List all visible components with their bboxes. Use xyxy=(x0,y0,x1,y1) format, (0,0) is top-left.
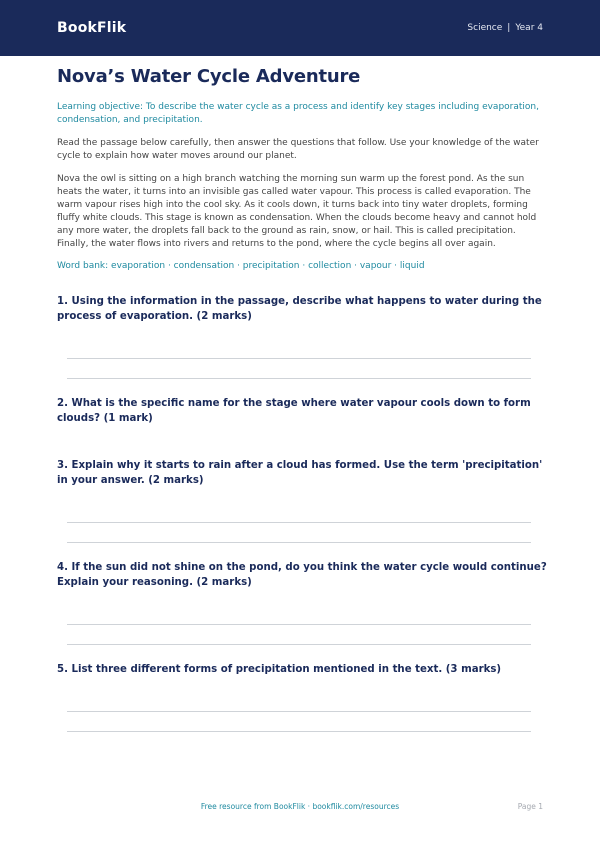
page-header xyxy=(0,0,600,56)
subject-year-label xyxy=(467,23,543,33)
reading-passage: Nova the owl is sitting on a high branch watching the morning sun warm up the forest pond. As the sun heats the water, it turns into an invisible gas called water vapour. This process is called evaporation. The warm vapour rises high into the cool sky. As it cools down, it turns back into tiny water droplets, forming fluffy white clouds. This stage is known as condensation. When the clouds become heavy and cannot hold any more water, the droplets fall back to the ground as rain, snow, or hail. This is called precipitation. Finally, the water flows into rivers and returns to the pond, where the cycle begins all over again. xyxy=(57,174,537,249)
answer-line[interactable] xyxy=(67,378,531,379)
page-footer xyxy=(0,802,600,814)
year-label: Year 4 xyxy=(515,23,543,33)
question-5: 5. List three different forms of precipitation mentioned in the text. (3 marks) xyxy=(57,664,502,675)
answer-line[interactable] xyxy=(67,644,531,645)
question-1: 1. Using the information in the passage, describe what happens to water during the process of evaporation. (2 marks) xyxy=(57,296,542,322)
answer-line[interactable] xyxy=(67,711,531,712)
instructions: Read the passage below carefully, then answer the questions that follow. Use your knowledge of the water cycle to explain how water moves around our planet. xyxy=(57,138,539,161)
page-number: Page 1 xyxy=(517,802,543,811)
learning-objective: Learning objective: To describe the water cycle as a process and identify key stages including evaporation, condensation, and precipitation. xyxy=(57,102,539,125)
question-2: 2. What is the specific name for the stage where water vapour cools down to form clouds? (1 mark) xyxy=(57,398,531,424)
footer-credit: Free resource from BookFlik · bookflik.com/resources xyxy=(200,802,400,811)
answer-line[interactable] xyxy=(67,731,531,732)
word-bank: Word bank: evaporation · condensation · precipitation · collection · vapour · liquid xyxy=(57,261,425,271)
answer-line[interactable] xyxy=(67,522,531,523)
answer-line[interactable] xyxy=(67,624,531,625)
worksheet-title: Nova’s Water Cycle Adventure xyxy=(57,66,361,87)
separator: | xyxy=(507,23,511,33)
answer-line[interactable] xyxy=(67,358,531,359)
brand-logo: BookFlik xyxy=(57,20,127,36)
subject-label: Science xyxy=(467,23,503,33)
question-4: 4. If the sun did not shine on the pond, do you think the water cycle would continue? Explain your reasoning. (2 marks) xyxy=(57,562,547,588)
answer-line[interactable] xyxy=(67,542,531,543)
worksheet-intro xyxy=(57,66,543,273)
question-3: 3. Explain why it starts to rain after a cloud has formed. Use the term 'precipitation' in your answer. (2 marks) xyxy=(57,460,543,486)
